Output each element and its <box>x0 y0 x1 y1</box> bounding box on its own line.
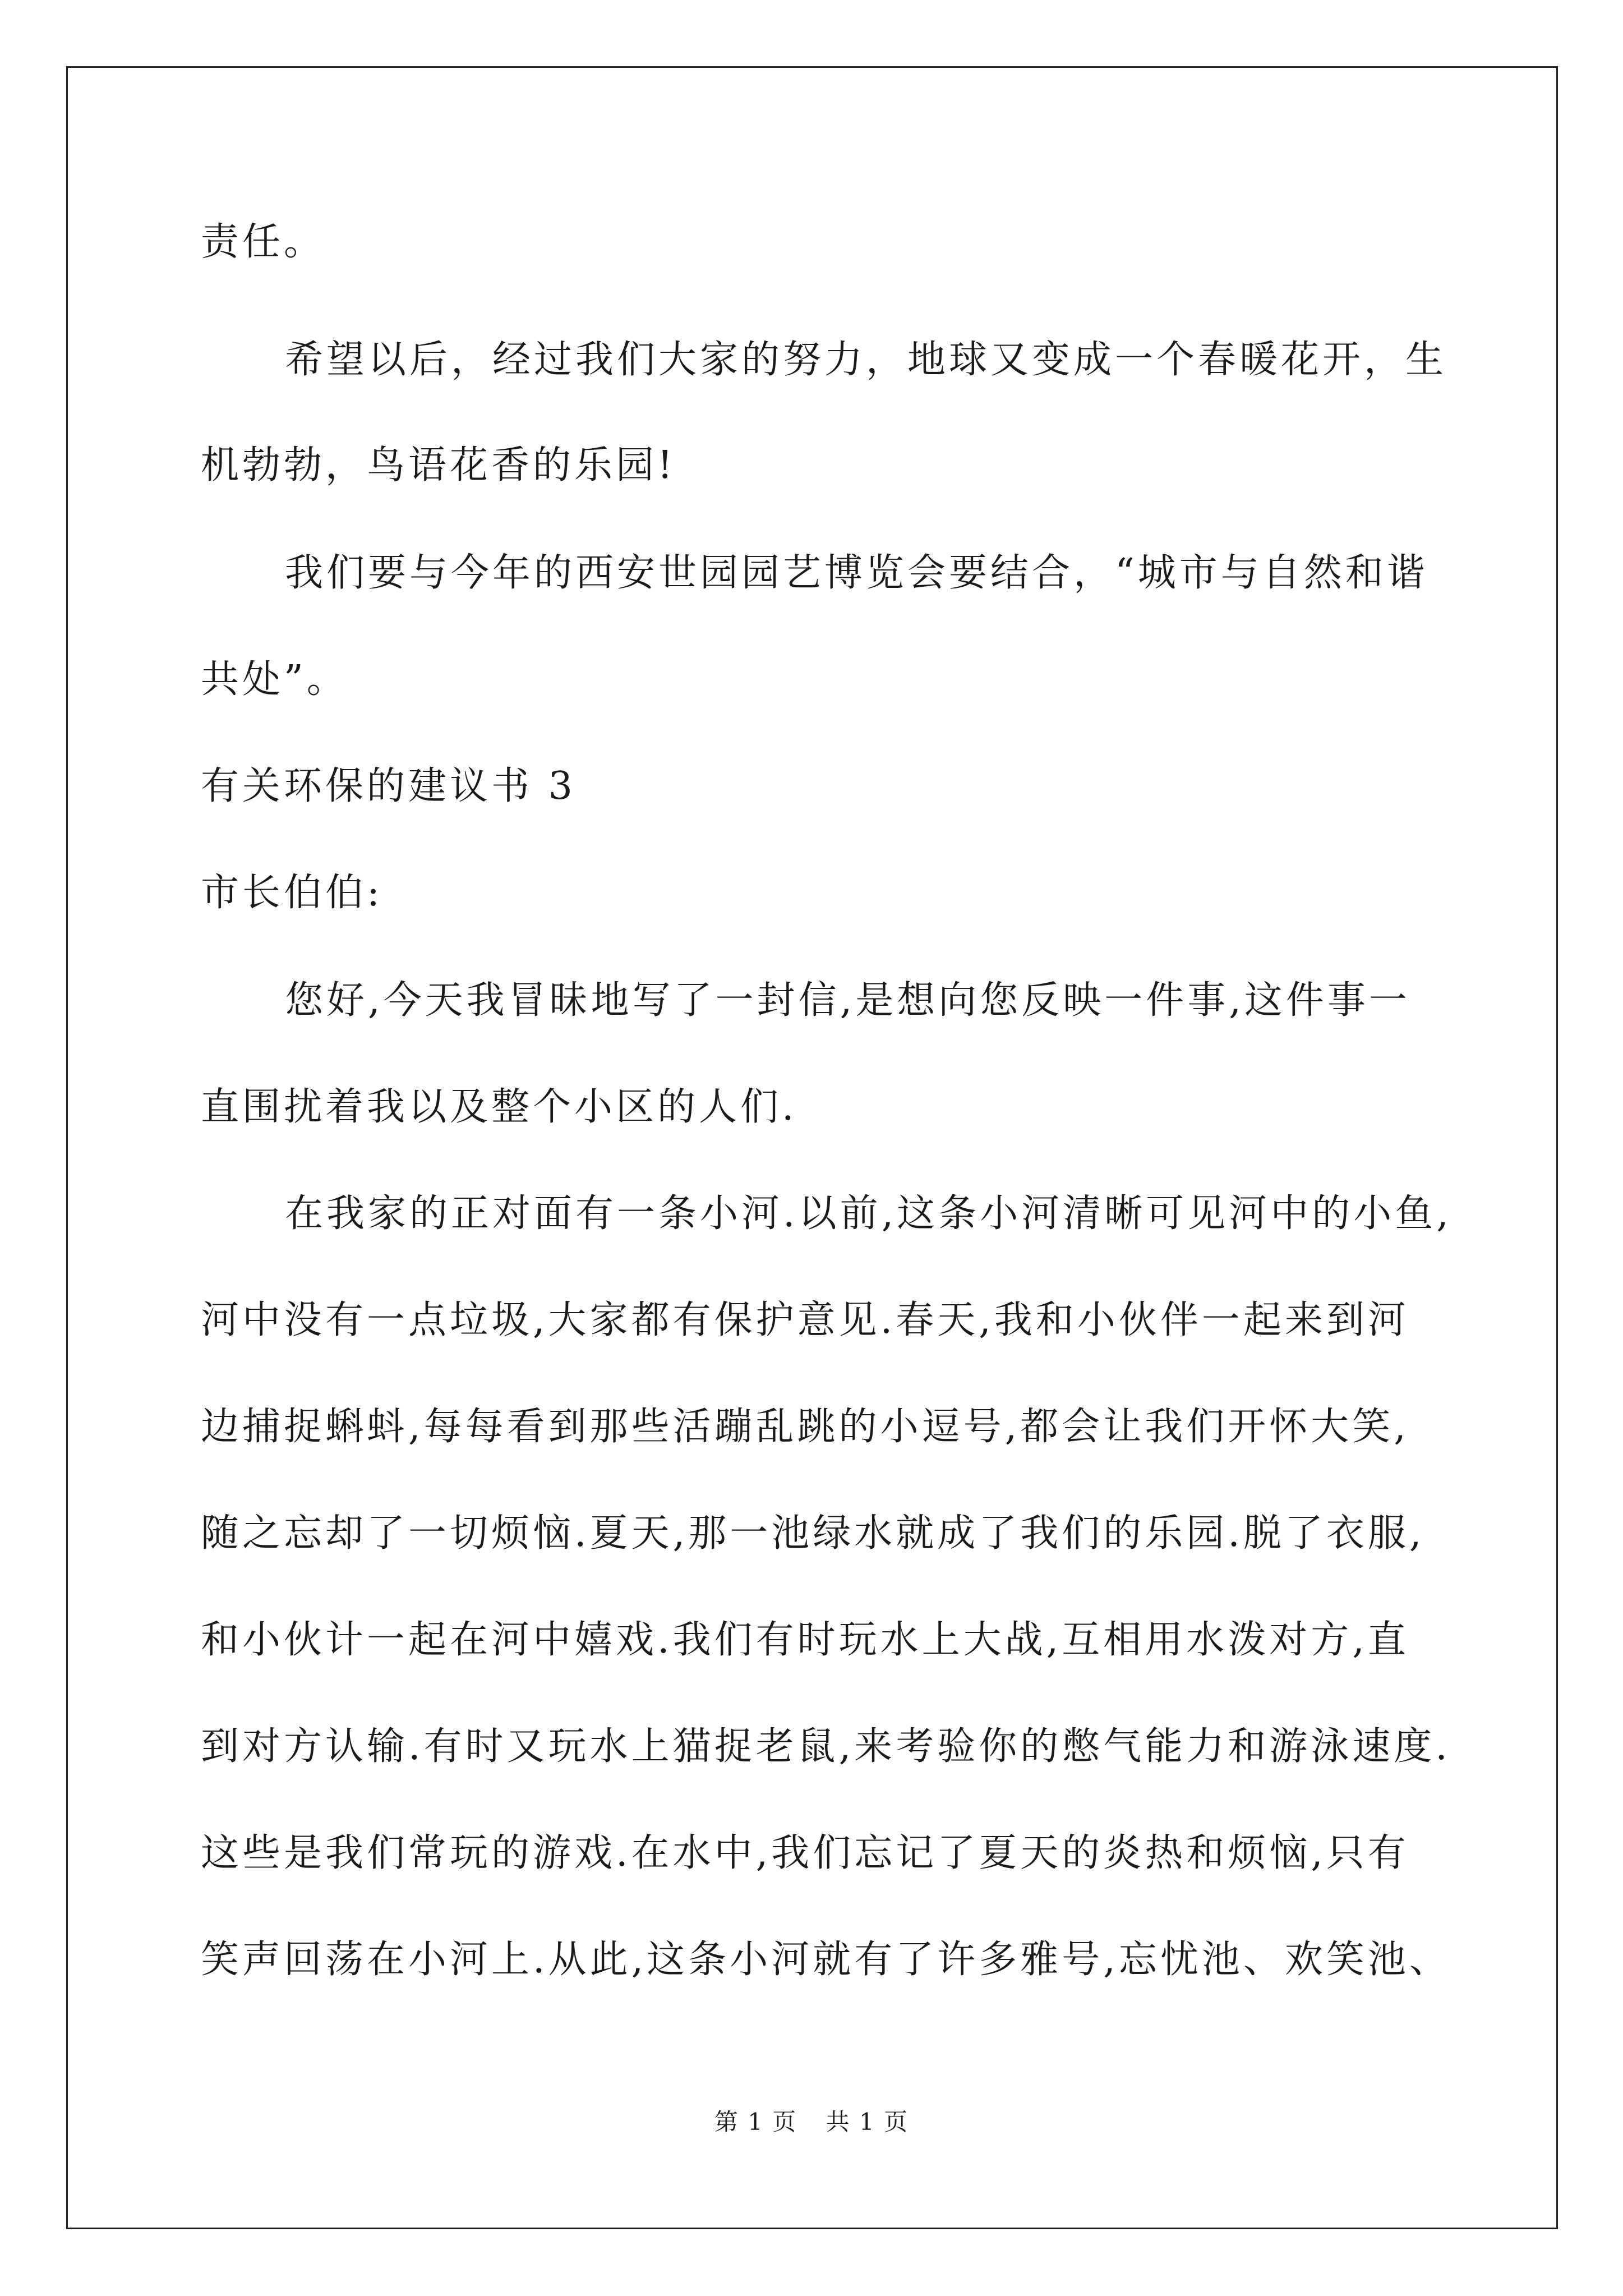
text-line: 和小伙计一起在河中嬉戏.我们有时玩水上大战,互相用水泼对方,直 <box>201 1618 1409 1662</box>
paragraph-start: 希望以后，经过我们大家的努力，地球又变成一个春暖花开，生 <box>285 338 1447 382</box>
text-line: 这些是我们常玩的游戏.在水中,我们忘记了夏天的炎热和烦恼,只有 <box>201 1831 1409 1875</box>
text-line: 机勃勃，鸟语花香的乐园! <box>201 443 676 487</box>
page-border <box>66 66 1558 2229</box>
text-line: 直围扰着我以及整个小区的人们. <box>201 1085 797 1129</box>
page-footer <box>0 2104 1623 2137</box>
section-heading: 有关环保的建议书 3 <box>201 764 576 808</box>
page-total: 共 1 页 <box>826 2108 909 2136</box>
text-line: 笑声回荡在小河上.从此,这条小河就有了许多雅号,忘忧池、欢笑池、 <box>201 1938 1451 1982</box>
page-number: 第 1 页 <box>714 2108 797 2136</box>
text-line: 边捕捉蝌蚪,每每看到那些活蹦乱跳的小逗号,都会让我们开怀大笑, <box>201 1405 1409 1449</box>
paragraph-start: 您好,今天我冒昧地写了一封信,是想向您反映一件事,这件事一 <box>285 978 1410 1023</box>
paragraph-start: 我们要与今年的西安世园园艺博览会要结合，“城市与自然和谐 <box>285 551 1428 595</box>
text-line: 共处”。 <box>201 657 348 702</box>
text-line: 责任。 <box>201 220 326 264</box>
salutation: 市长伯伯: <box>201 871 383 915</box>
text-line: 随之忘却了一切烦恼.夏天,那一池绿水就成了我们的乐园.脱了衣服, <box>201 1511 1425 1556</box>
text-line: 河中没有一点垃圾,大家都有保护意见.春天,我和小伙伴一起来到河 <box>201 1298 1409 1342</box>
paragraph-start: 在我家的正对面有一条小河.以前,这条小河清晰可见河中的小鱼, <box>285 1191 1452 1236</box>
text-line: 到对方认输.有时又玩水上猫捉老鼠,来考验你的憋气能力和游泳速度. <box>201 1724 1451 1769</box>
